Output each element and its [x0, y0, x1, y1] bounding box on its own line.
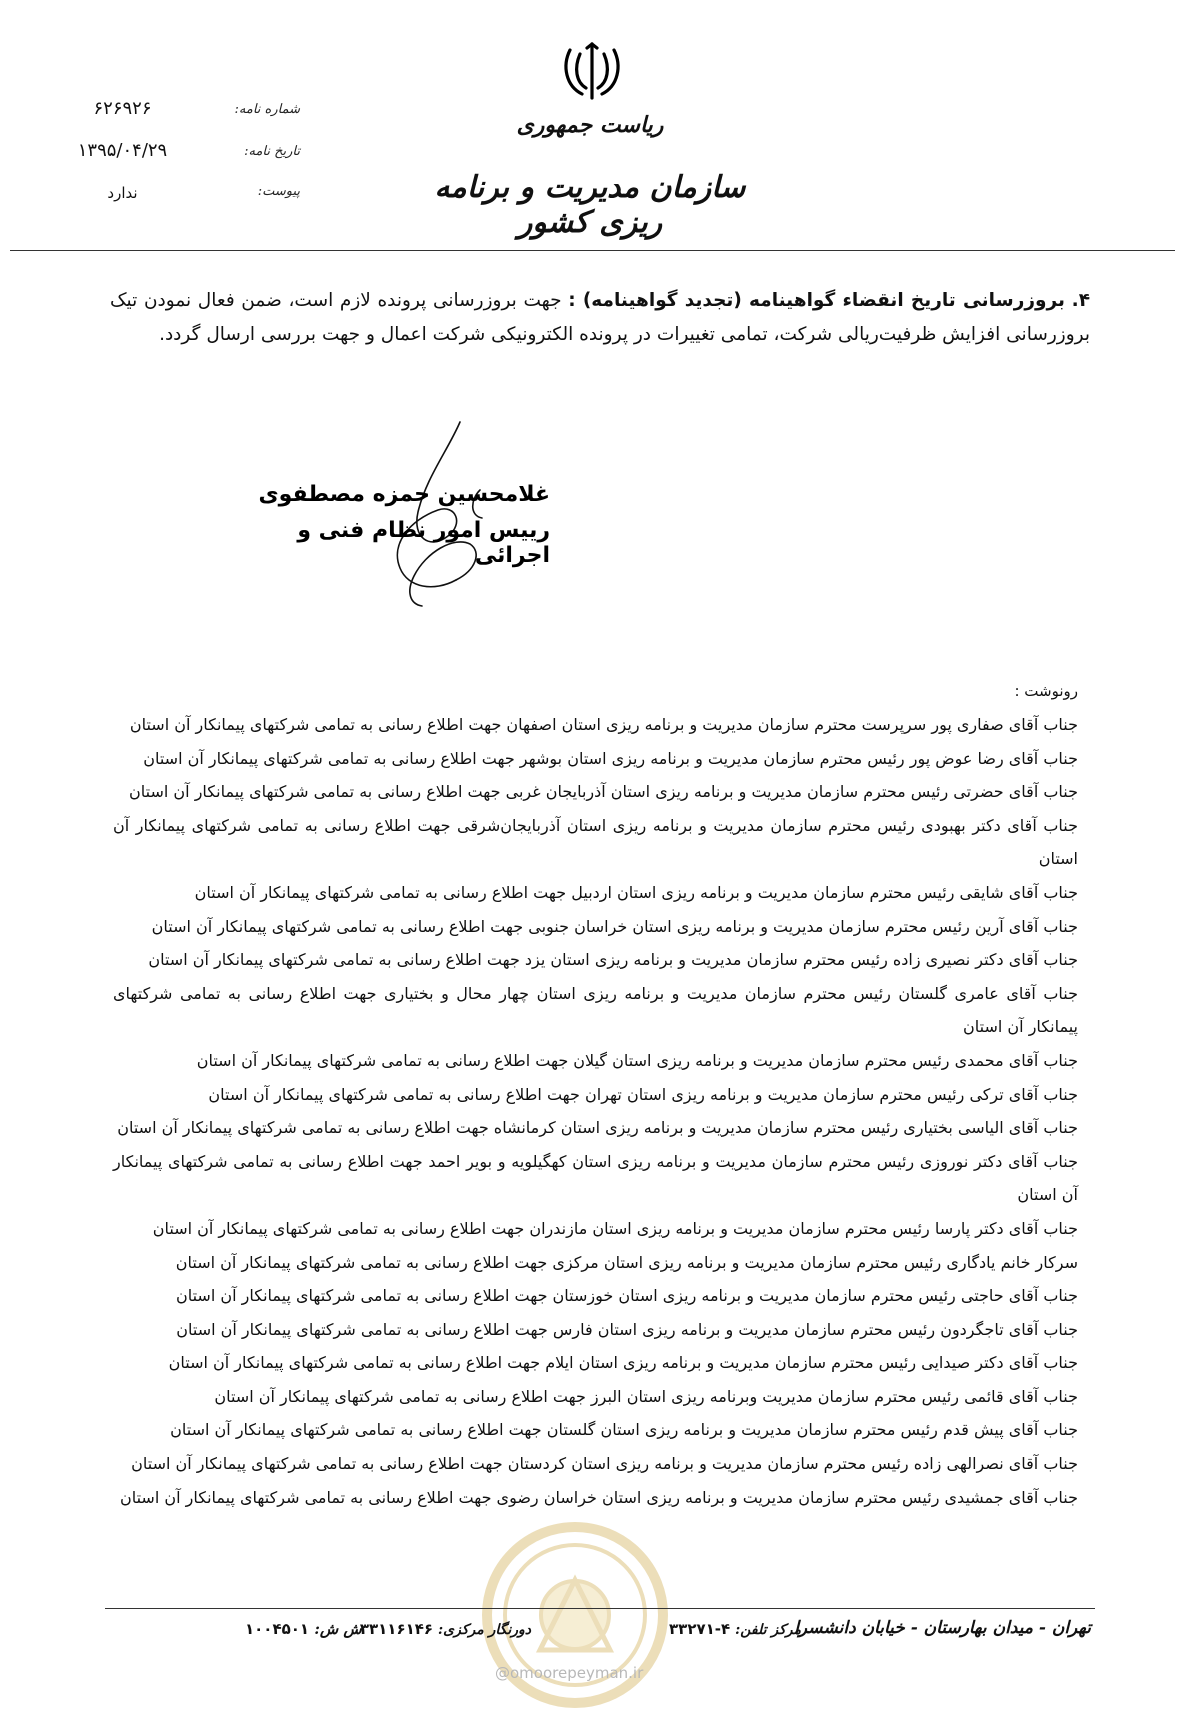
attachment-value: ندارد — [107, 184, 138, 202]
footer-fax — [360, 1620, 531, 1638]
cc-item: جناب آقای عامری گلستان رئیس محترم سازمان مدیریت و برنامه ریزی استان چهار محال و بختیاری جهت اطلاع رسانی به تمامی شرکتهای پیمانکار آن استان — [113, 983, 1078, 1037]
cc-item: جناب آقای الیاسی بختیاری رئیس محترم سازمان مدیریت و برنامه ریزی استان کرمانشاه جهت اطلاع رسانی به تمامی شرکتهای پیمانکار آن استان — [117, 1118, 1078, 1138]
iran-emblem-icon — [560, 40, 624, 102]
cc-item: جناب آقای صفاری پور سرپرست محترم سازمان مدیریت و برنامه ریزی استان اصفهان جهت اطلاع رسانی به تمامی شرکتهای پیمانکار آن استان — [129, 715, 1078, 734]
cc-item: جناب آقای دکتر نوروزی رئیس محترم سازمان مدیریت و برنامه ریزی استان کهگیلویه و بویر احمد جهت اطلاع رسانی به تمامی شرکتهای پیمانکار آن استان — [113, 1151, 1078, 1205]
cc-item: جناب آقای آرین رئیس محترم سازمان مدیریت و برنامه ریزی استان خراسان جنوبی جهت اطلاع رسانی به تمامی شرکتهای پیمانکار آن استان — [151, 916, 1078, 936]
cc-item: جناب آقای شایقی رئیس محترم سازمان مدیریت و برنامه ریزی استان اردبیل جهت اطلاع رسانی به تمامی شرکتهای پیمانکار آن استان — [194, 882, 1078, 902]
footer-address: تهران - میدان بهارستان - خیابان دانشسرا — [794, 1618, 1091, 1638]
body-paragraph — [110, 284, 1090, 352]
footer-fax-value: ۳۳۱۱۶۱۴۶ — [359, 1620, 434, 1638]
signatory-name: غلامحسین حمزه مصطفوی — [258, 482, 550, 507]
letter-number-row — [60, 98, 300, 128]
cc-item: جناب آقای محمدی رئیس محترم سازمان مدیریت و برنامه ریزی استان گیلان جهت اطلاع رسانی به تمامی شرکتهای پیمانکار آن استان — [196, 1050, 1078, 1070]
cc-item: جناب آقای نصرالهی زاده رئیس محترم سازمان مدیریت و برنامه ریزی استان کردستان جهت اطلاع رسانی به تمامی شرکتهای پیمانکار آن استان — [131, 1454, 1078, 1474]
attachment-row — [60, 180, 300, 210]
item-heading: بروزرسانی تاریخ انقضاء گواهینامه (تجدید گواهینامه) : — [568, 290, 1066, 311]
watermark-site: @omoorepeyman.ir — [495, 1664, 644, 1682]
header-divider — [10, 250, 1175, 251]
org-name: سازمان مدیریت و برنامه ریزی کشور — [434, 170, 746, 240]
item-number: ۴. — [1071, 290, 1090, 311]
cc-item: جناب آقای جمشیدی رئیس محترم سازمان مدیریت و برنامه ریزی استان خراسان رضوی جهت اطلاع رسانی به تمامی شرکتهای پیمانکار آن استان — [119, 1487, 1078, 1507]
footer-id — [245, 1620, 362, 1638]
cc-item: جناب آقای دکتر بهبودی رئیس محترم سازمان مدیریت و برنامه ریزی استان آذربایجان‌شرقی جهت اطلاع رسانی به تمامی شرکتهای پیمانکار آن استان — [113, 815, 1078, 869]
letter-number-value: ۶۲۶۹۲۶ — [93, 98, 152, 119]
footer-fax-label: دورنگار مرکزی: — [437, 1622, 531, 1638]
cc-item: جناب آقای حضرتی رئیس محترم سازمان مدیریت و برنامه ریزی استان آذربایجان غربی جهت اطلاع رسانی به تمامی شرکتهای پیمانکار آن استان — [129, 782, 1078, 802]
cc-item: جناب آقای تاجگردون رئیس محترم سازمان مدیریت و برنامه ریزی استان فارس جهت اطلاع رسانی به تمامی شرکتهای پیمانکار آن استان — [176, 1319, 1078, 1339]
letter-date-label: تاریخ نامه: — [244, 144, 300, 159]
footer-id-value: ۱۰۰۴۵۰۱ — [245, 1620, 310, 1638]
letter-date-value: ۱۳۹۵/۰۴/۲۹ — [77, 140, 168, 161]
footer-divider — [105, 1608, 1095, 1609]
cc-item: جناب آقای ترکی رئیس محترم سازمان مدیریت و برنامه ریزی استان تهران جهت اطلاع رسانی به تمامی شرکتهای پیمانکار آن استان — [208, 1084, 1078, 1104]
cc-item: سرکار خانم یادگاری رئیس محترم سازمان مدیریت و برنامه ریزی استان مرکزی جهت اطلاع رسانی به تمامی شرکتهای پیمانکار آن استان — [175, 1252, 1078, 1272]
cc-title: رونوشت : — [1014, 682, 1078, 700]
signatory-title: رییس امور نظام فنی و اجرائی — [297, 518, 550, 568]
attachment-label: پیوست: — [257, 184, 300, 199]
cc-item: جناب آقای پیش قدم رئیس محترم سازمان مدیریت و برنامه ریزی استان گلستان جهت اطلاع رسانی به تمامی شرکتهای پیمانکار آن استان — [170, 1420, 1078, 1440]
item-text: جهت بروزرسانی پرونده لازم است، ضمن فعال نمودن تیک بروزرسانی افزایش ظرفیت‌ریالی شرکت، تمامی تغییرات در پرونده الکترونیکی شرکت اعمال و جهت بررسی ارسال گردد. — [110, 290, 1090, 345]
footer-phone — [669, 1620, 801, 1638]
org-parent-name: ریاست جمهوری — [516, 112, 664, 138]
cc-item: جناب آقای دکتر نصیری زاده رئیس محترم سازمان مدیریت و برنامه ریزی استان یزد جهت اطلاع رسانی به تمامی شرکتهای پیمانکار آن استان — [148, 950, 1078, 970]
footer-id-label: ش ش: — [314, 1620, 362, 1638]
cc-list — [113, 708, 1078, 1514]
footer-phone-label: مرکز تلفن: — [735, 1622, 801, 1638]
cc-item: جناب آقای دکتر صیدایی رئیس محترم سازمان مدیریت و برنامه ریزی استان ایلام جهت اطلاع رسانی به تمامی شرکتهای پیمانکار آن استان — [168, 1353, 1078, 1373]
letter-date-row — [60, 140, 300, 170]
footer-phone-value: ۴-۳۳۲۷۱ — [669, 1620, 731, 1638]
letter-number-label: شماره نامه: — [234, 102, 300, 117]
cc-item: جناب آقای حاجتی رئیس محترم سازمان مدیریت و برنامه ریزی استان خوزستان جهت اطلاع رسانی به تمامی شرکتهای پیمانکار آن استان — [175, 1286, 1078, 1306]
cc-item: جناب آقای دکتر پارسا رئیس محترم سازمان مدیریت و برنامه ریزی استان مازندران جهت اطلاع رسانی به تمامی شرکتهای پیمانکار آن استان — [152, 1218, 1078, 1238]
cc-item: جناب آقای رضا عوض پور رئیس محترم سازمان مدیریت و برنامه ریزی استان بوشهر جهت اطلاع رسانی به تمامی شرکتهای پیمانکار آن استان — [143, 748, 1078, 768]
cc-item: جناب آقای قائمی رئیس محترم سازمان مدیریت وبرنامه ریزی استان البرز جهت اطلاع رسانی به تمامی شرکتهای پیمانکار آن استان — [214, 1386, 1078, 1406]
handwritten-signature — [330, 420, 550, 610]
